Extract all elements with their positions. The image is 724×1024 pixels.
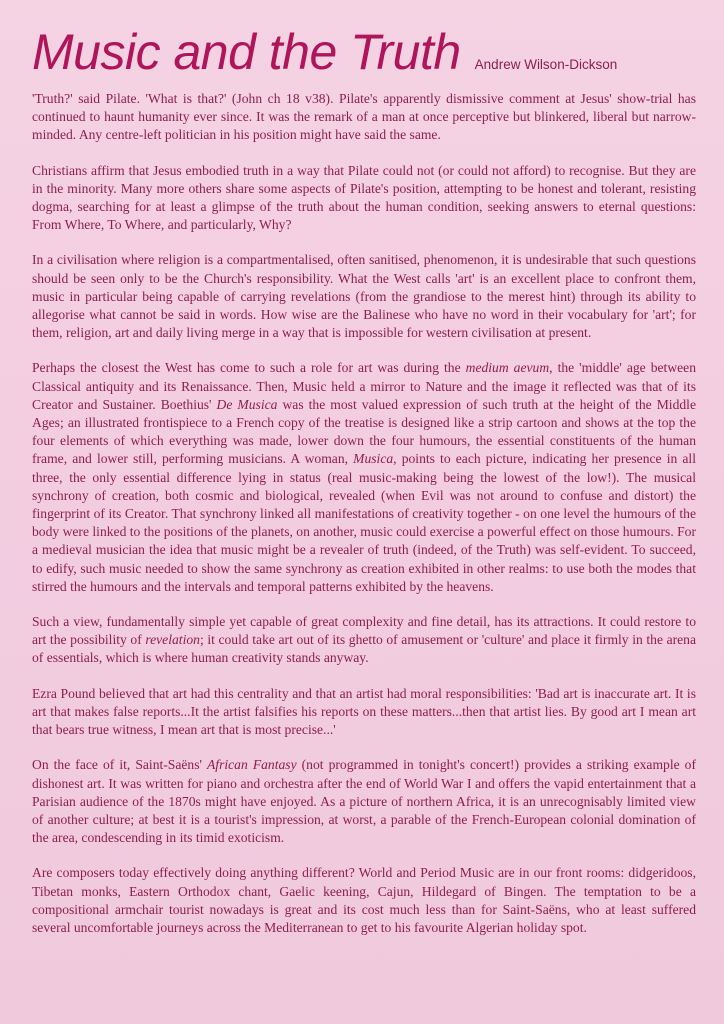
italic-term: revelation bbox=[145, 632, 200, 648]
italic-term: medium aevum bbox=[465, 360, 550, 376]
paragraph-7: On the face of it, Saint-Saëns' African Fantasy (not programmed in tonight's concert!) provides a striking example of dishonest art. It was written for piano and orchestra after the end of World War I and offers the vapid entertainment that a Parisian audience of the 1870s might have enjoyed. As a picture of northern Africa, it is an unrecognisably limited view of another culture; at best it is a tourist's impression, at worst, a parable of the French-European colonial domination of the area, condescending in its timid exoticism. bbox=[32, 757, 696, 846]
paragraph-5: Such a view, fundamentally simple yet capable of great complexity and fine detail, has its attractions. It could restore to art the possibility of revelation; it could take art out of its ghetto of amusement or 'culture' and place it firmly in the arena of essentials, which is where human creativity stands anyway. bbox=[32, 614, 697, 666]
author-byline: Andrew Wilson-Dickson bbox=[474, 57, 618, 72]
italic-title: African Fantasy bbox=[207, 757, 297, 773]
article-header bbox=[32, 22, 696, 82]
italic-term: Musica bbox=[353, 451, 394, 467]
paragraph-8: Are composers today effectively doing anything different? World and Period Music are in our front rooms: didgeridoos, Tibetan monks, Eastern Orthodox chant, Gaelic keening, Cajun, Hildegard of Bingen. The temptation to be a compositional armchair tourist nowadays is great and its cost much less than for Saint-Saëns, who at least suffered several uncomfortable journeys across the Mediterranean to get to his favourite Algerian holiday spot. bbox=[32, 865, 696, 935]
article-title: Music and the Truth bbox=[32, 24, 461, 80]
italic-title: De Musica bbox=[216, 396, 278, 412]
paragraph-3: In a civilisation where religion is a compartmentalised, often sanitised, phenomenon, it is undesirable that such questions should be seen only to be the Church's responsibility. What the West calls 'art' is an excellent place to confront them, music in particular being capable of carrying revelations (from the grandiose to the merest hint) through its ability to allegorise what cannot be said in words. How wise are the Balinese who have no word in their vocabulary for 'art'; for them, religion, art and daily living merge in a way that is impossible for western civilisation at present. bbox=[32, 252, 696, 341]
paragraph-1: 'Truth?' said Pilate. 'What is that?' (John ch 18 v38). Pilate's apparently dismissive comment at Jesus' show-trial has continued to haunt humanity ever since. It was the remark of a man at once perceptive but blinkered, liberal but narrow-minded. Any centre-left politician in his position might have said the same. bbox=[32, 91, 696, 143]
paragraph-2: Christians affirm that Jesus embodied truth in a way that Pilate could not (or could not afford) to recognise. But they are in the minority. Many more others share some aspects of Pilate's position, attempting to be honest and tolerant, resisting dogma, searching for at least a glimpse of the truth about the human condition, seeking answers to eternal questions: From Where, To Where, and particularly, Why? bbox=[32, 162, 696, 233]
paragraph-6: Ezra Pound believed that art had this centrality and that an artist had moral responsibilities: 'Bad art is inaccurate art. It is art that makes false reports...It the artist falsifies his reports on these matters...then that artist lies. By good art I mean art that bears true witness, I mean art that is most precise...' bbox=[32, 685, 696, 738]
paragraph-4: Perhaps the closest the West has come to such a role for art was during the medium aevum, the 'middle' age between Classical antiquity and its Renaissance. Then, Music held a mirror to Nature and the image it reflected was that of its Creator and Sustainer. Boethius' De Musica was the most valued expression of such truth at the height of the Middle Ages; an illustrated frontispiece to a French copy of the treatise is designed like a strip cartoon and shows at the top the four elements of which everything was made, lower down the four humours, the essential constituents of the human frame, and lower still, performing musicians. A woman, Musica, points to each picture, indicating her presence in all three, the only essential difference lying in status (real music-making being the lowest of the low!). The musical synchrony of creation, both cosmic and biological, revealed (when Evil was not around to confuse and distort) the fingerprint of its Creator. That synchrony linked all manifestations of creativity together - on one level the humours of the body were linked to the positions of the planets, on another, music could exercise a powerful effect on those humours. For a medieval musician the idea that music might be a revealer of truth (indeed, of the Truth) was self-evident. To succeed, to edify, such music needed to show the same synchrony as creation exhibited in other realms: to use both the modes that stirred the humours and the intervals and temporal patterns exhibited by the heavens. bbox=[32, 360, 697, 594]
